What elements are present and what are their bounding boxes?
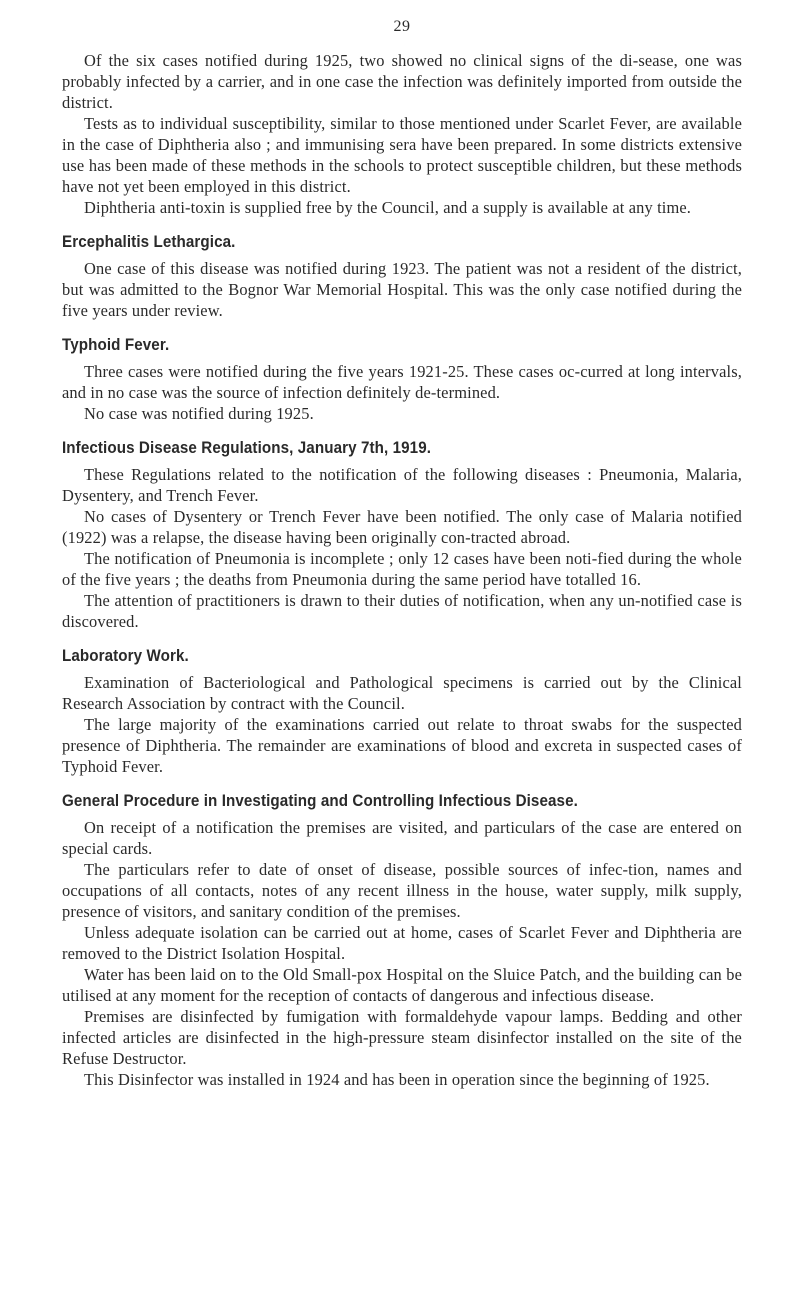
paragraph: The particulars refer to date of onset of disease, possible sources of infec-tion, names and occupations of all contacts, notes of any recent illness in the house, water supply, milk supply, presence of visitors, and sanitary condition of the premises. <box>62 860 742 921</box>
section-encephalitis <box>62 232 742 321</box>
paragraph: This Disinfector was installed in 1924 and has been in operation since the beginning of 1925. <box>84 1070 710 1089</box>
section-typhoid-fever <box>62 335 742 424</box>
paragraph: On receipt of a notification the premises are visited, and particulars of the case are entered on special cards. <box>62 818 742 858</box>
paragraph: The large majority of the examinations carried out relate to throat swabs for the suspected presence of Diphtheria. The remainder are examinations of blood and excreta in suspected cases of Typhoid Fever. <box>62 715 742 776</box>
section-infectious-disease-regulations <box>62 438 742 632</box>
paragraph: Diphtheria anti-toxin is supplied free by the Council, and a supply is available at any time. <box>84 198 692 217</box>
paragraph: The notification of Pneumonia is incomplete ; only 12 cases have been noti-fied during the whole of the five years ; the deaths from Pneumonia during the same period have totalled 16. <box>62 549 742 589</box>
section-heading: Infectious Disease Regulations, January 7th, 1919. <box>62 439 432 457</box>
section-general-procedure <box>62 791 742 1090</box>
paragraph: Tests as to individual susceptibility, similar to those mentioned under Scarlet Fever, are available in the case of Diphtheria also ; and immunising sera have been prepared. In some districts extensive use has been made of these methods in the schools to protect susceptible children, but these methods have not yet been employed in this district. <box>62 114 742 196</box>
paragraph: These Regulations related to the notification of the following diseases : Pneumonia, Malaria, Dysentery, and Trench Fever. <box>62 465 742 505</box>
paragraph: No cases of Dysentery or Trench Fever have been notified. The only case of Malaria notified (1922) was a relapse, the disease having been originally con-tracted abroad. <box>62 507 742 547</box>
section-diphtheria-continued <box>62 50 742 218</box>
document-page <box>62 18 742 1090</box>
paragraph: The attention of practitioners is drawn to their duties of notification, when any un-notified case is discovered. <box>62 591 742 631</box>
page-number: 29 <box>393 18 411 35</box>
section-laboratory-work <box>62 646 742 777</box>
section-heading: Laboratory Work. <box>62 647 189 665</box>
paragraph: No case was notified during 1925. <box>84 404 314 423</box>
section-heading: Ercephalitis Lethargica. <box>62 233 236 251</box>
section-heading: Typhoid Fever. <box>62 336 170 354</box>
paragraph: Premises are disinfected by fumigation with formaldehyde vapour lamps. Bedding and other infected articles are disinfected in the high-pressure steam disinfector installed on the site of the Refuse Destructor. <box>62 1007 742 1068</box>
section-heading: General Procedure in Investigating and Controlling Infectious Disease. <box>62 792 578 810</box>
paragraph: Water has been laid on to the Old Small-pox Hospital on the Sluice Patch, and the building can be utilised at any moment for the reception of contacts of dangerous and infectious disease. <box>62 965 742 1005</box>
paragraph: Of the six cases notified during 1925, two showed no clinical signs of the di-sease, one was probably infected by a carrier, and in one case the infection was definitely imported from outside the district. <box>62 51 742 112</box>
paragraph: Unless adequate isolation can be carried out at home, cases of Scarlet Fever and Diphtheria are removed to the District Isolation Hospital. <box>62 923 742 963</box>
paragraph: Examination of Bacteriological and Pathological specimens is carried out by the Clinical Research Association by contract with the Council. <box>62 673 742 713</box>
paragraph: Three cases were notified during the five years 1921-25. These cases oc-curred at long intervals, and in no case was the source of infection definitely de-termined. <box>62 362 742 402</box>
paragraph: One case of this disease was notified during 1923. The patient was not a resident of the district, but was admitted to the Bognor War Memorial Hospital. This was the only case notified during the five years under review. <box>62 259 742 320</box>
